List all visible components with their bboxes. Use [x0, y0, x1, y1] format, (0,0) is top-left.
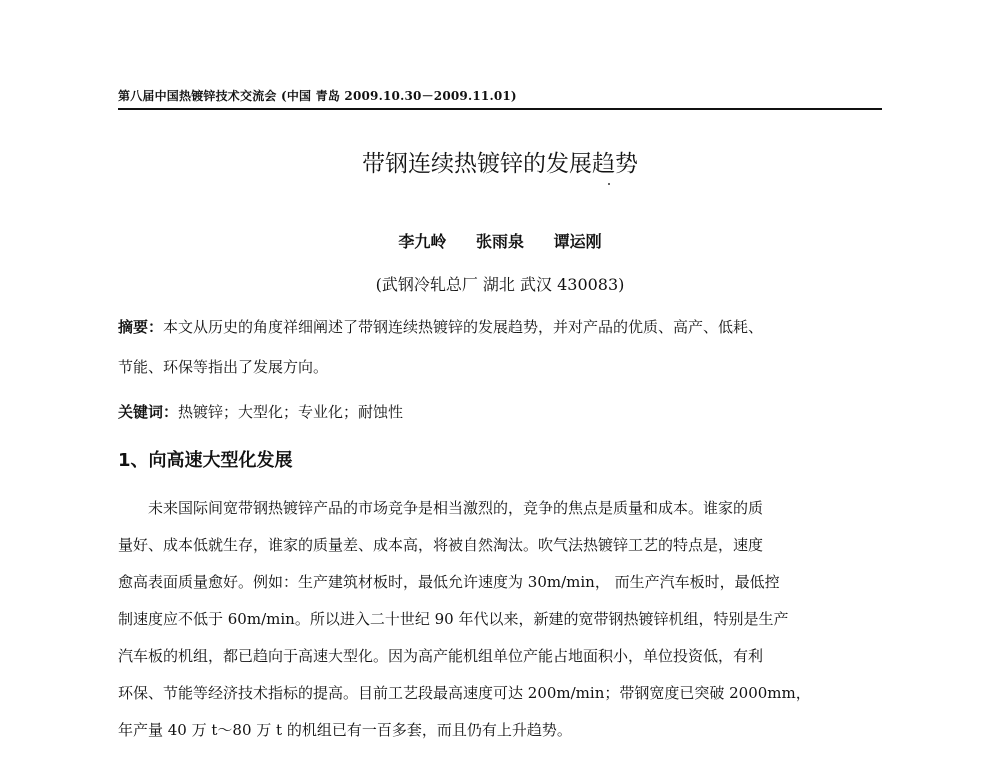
paragraph-line: 年产量 40 万 t～80 万 t 的机组已有一百多套，而且仍有上升趋势。 — [118, 721, 572, 739]
paragraph-line: 制速度应不低于 60m/min。所以进入二十世纪 90 年代以来，新建的宽带钢热镀锌机组，特别是生产 — [118, 610, 789, 628]
abstract-line — [118, 307, 882, 347]
paragraph-text: 未来国际间宽带钢热镀锌产品的市场竞争是相当激烈的，竞争的焦点是质量和成本。谁家的质 — [148, 499, 764, 517]
keywords-text: 热镀锌；大型化；专业化；耐蚀性 — [178, 403, 404, 421]
keywords — [118, 392, 882, 432]
running-header: 第八届中国热镀锌技术交流会 (中国 青岛 2009.10.30－2009.11.01) — [118, 89, 517, 103]
paper-title: 带钢连续热镀锌的发展趋势 — [362, 151, 638, 177]
abstract-label: 摘要： — [118, 318, 164, 336]
paragraph-line: 愈高表面质量愈好。例如：生产建筑材板时，最低允许速度为 30m/min， 而生产汽车板时，最低控 — [118, 573, 780, 591]
abstract — [118, 307, 882, 387]
paragraph-line: 环保、节能等经济技术指标的提高。目前工艺段最高速度可达 200m/min；带钢宽度已突破 2000mm， — [118, 684, 811, 702]
author-name: 张雨泉 — [475, 232, 524, 251]
section-heading: 1、向高速大型化发展 — [118, 450, 293, 471]
keywords-label: 关键词： — [118, 403, 179, 421]
author-name: 谭运刚 — [553, 232, 602, 251]
paragraph-line: 量好、成本低就生存，谁家的质量差、成本高，将被自然淘汰。吹气法热镀锌工艺的特点是，速度 — [118, 536, 764, 554]
author-list — [0, 229, 1000, 255]
header-rule — [118, 108, 882, 110]
author-affiliation: (武钢冷轧总厂 湖北 武汉 430083) — [375, 275, 625, 294]
scan-speck — [608, 183, 610, 185]
abstract-text: 本文从历史的角度祥细阐述了带钢连续热镀锌的发展趋势，并对产品的优质、高产、低耗、 — [163, 318, 764, 336]
body-paragraph — [118, 490, 882, 749]
paragraph-line — [118, 490, 882, 527]
author-name: 李九岭 — [398, 232, 447, 251]
paragraph-line: 汽车板的机组，都已趋向于高速大型化。因为高产能机组单位产能占地面积小，单位投资低，有利 — [118, 647, 764, 665]
abstract-line: 节能、环保等指出了发展方向。 — [118, 358, 329, 376]
